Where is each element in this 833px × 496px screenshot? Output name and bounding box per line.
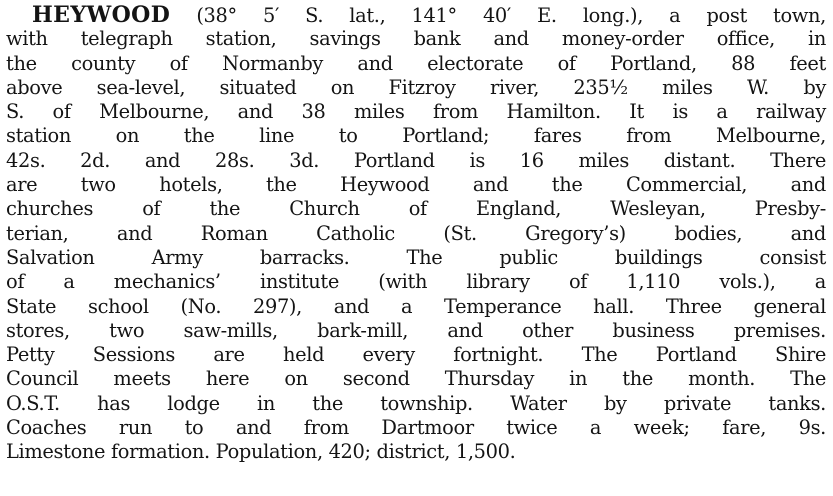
entry-line: Petty Sessions are held every fortnight. The Portland Shire (6, 343, 826, 367)
entry-line-text: (38° 5′ S. lat., 141° 40′ E. long.), a post town, (196, 4, 826, 27)
entry-line: Salvation Army barracks. The public buildings consist (6, 245, 826, 269)
entry-line: the county of Normanby and electorate of Portland, 88 feet (6, 51, 826, 75)
gazetteer-entry (6, 3, 826, 465)
entry-line: terian, and Roman Catholic (St. Gregory’s) bodies, and (6, 221, 826, 245)
entry-line: of a mechanics’ institute (with library of 1,110 vols.), a (6, 270, 826, 294)
entry-line: S. of Melbourne, and 38 miles from Hamilton. It is a railway (6, 100, 826, 124)
entry-line: churches of the Church of England, Wesleyan, Presby- (6, 197, 826, 221)
entry-line (6, 3, 826, 27)
entry-line: are two hotels, the Heywood and the Commercial, and (6, 173, 826, 197)
entry-headword: HEYWOOD (32, 2, 171, 28)
entry-line: O.S.T. has lodge in the township. Water by private tanks. (6, 391, 826, 415)
entry-line: with telegraph station, savings bank and money-order office, in (6, 27, 826, 51)
entry-line: above sea-level, situated on Fitzroy river, 235½ miles W. by (6, 75, 826, 99)
entry-line: stores, two saw-mills, bark-mill, and other business premises. (6, 318, 826, 342)
entry-line: station on the line to Portland; fares from Melbourne, (6, 124, 826, 148)
entry-line: Coaches run to and from Dartmoor twice a week; fare, 9s. (6, 416, 826, 440)
entry-line: Limestone formation. Population, 420; district, 1,500. (6, 440, 516, 464)
entry-line: State school (No. 297), and a Temperance hall. Three general (6, 294, 826, 318)
entry-line: 42s. 2d. and 28s. 3d. Portland is 16 miles distant. There (6, 148, 826, 172)
entry-line: Council meets here on second Thursday in the month. The (6, 367, 826, 391)
